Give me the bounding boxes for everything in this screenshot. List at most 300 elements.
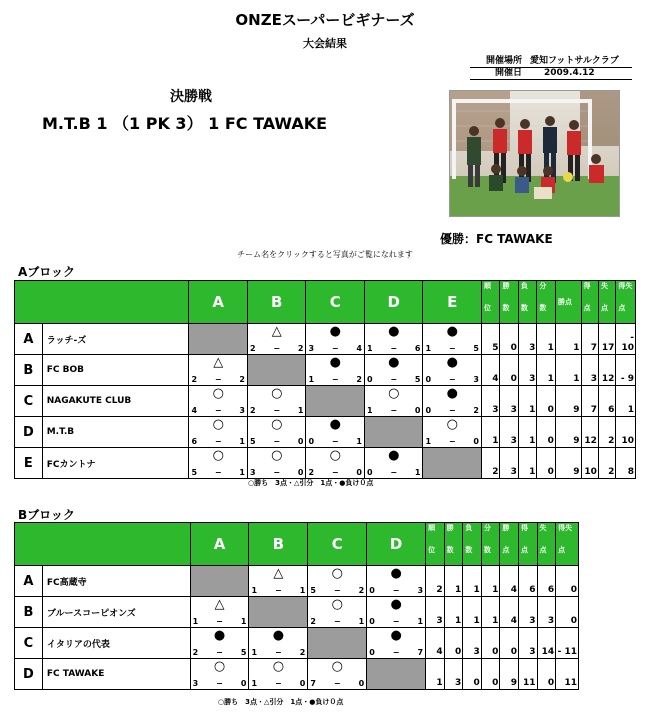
team-photo (449, 90, 620, 217)
result-symbol: ● (329, 324, 341, 339)
page-title: ONZEスーパービギナーズ (235, 11, 415, 29)
match-result-cell (367, 628, 426, 659)
block-b-table (14, 522, 579, 690)
stat-value: 12 (598, 355, 615, 386)
stat-value: 2 (598, 417, 615, 448)
date-value: 2009.4.12 (544, 68, 595, 78)
score-dash: − (275, 679, 282, 688)
result-symbol: ● (272, 628, 285, 643)
score-against: 1 (297, 406, 304, 415)
score-dash: − (390, 406, 398, 415)
venue-label: 開催場所 (485, 56, 522, 66)
score-against: 0 (473, 437, 479, 446)
block-a-header-corner (15, 281, 189, 324)
match-result-cell (247, 324, 306, 355)
stat-value: 7 (581, 386, 598, 417)
stat-value: 0 (556, 566, 579, 597)
table-row (15, 355, 636, 386)
team-name-link[interactable]: FC高蔵寺 (42, 566, 190, 597)
team-name-link[interactable]: FC TAWAKE (42, 659, 190, 690)
score-dash: − (331, 344, 339, 353)
stat-value: 8 (616, 448, 636, 479)
self-match-cell (190, 566, 249, 597)
stat-value: 1 (481, 566, 500, 597)
table-row (15, 324, 636, 355)
score-against: 4 (356, 344, 362, 353)
match-result-cell (306, 448, 365, 479)
result-symbol: ● (446, 355, 458, 370)
match-result-cell (249, 628, 308, 659)
match-result-cell (308, 566, 367, 597)
score-against: 1 (239, 437, 245, 446)
block-b-body (15, 566, 579, 690)
result-symbol: ● (446, 386, 458, 401)
score-against: 5 (414, 375, 421, 384)
stat-value: 9 (555, 448, 581, 479)
legend-a: ○勝ち 3点・△引分 1点・●負け０点 (248, 479, 374, 487)
score-dash: − (216, 617, 223, 626)
score-against: 0 (297, 468, 304, 477)
row-label: A (15, 324, 43, 355)
score-dash: − (448, 406, 456, 415)
score-against: 1 (240, 617, 247, 626)
score-against: 0 (299, 679, 306, 688)
block-a-stat-header: 得 点 (581, 281, 598, 324)
match-result-cell (190, 597, 249, 628)
stat-value: 2 (598, 448, 615, 479)
score-for: 1 (251, 679, 258, 688)
self-match-cell (189, 324, 248, 355)
score-for: 1 (366, 406, 373, 415)
team-name-link[interactable]: NAGAKUTE CLUB (42, 386, 189, 417)
venue-info (470, 56, 632, 80)
match-result-cell (190, 659, 249, 690)
team-name-link[interactable]: FCカントナ (42, 448, 189, 479)
match-result-cell (189, 417, 248, 448)
score-for: 0 (366, 468, 373, 477)
stat-value: 7 (581, 324, 598, 355)
stat-value: 1 (518, 448, 536, 479)
score-for: 3 (192, 679, 199, 688)
score-against: 1 (358, 617, 365, 626)
result-symbol: ○ (272, 659, 285, 674)
result-symbol: ○ (212, 448, 224, 463)
row-label: B (15, 597, 43, 628)
stat-value: 1 (555, 355, 581, 386)
match-result-cell (364, 355, 423, 386)
final-label: 決勝戦 (170, 89, 212, 105)
stat-value: 4 (481, 355, 499, 386)
result-symbol: ○ (331, 566, 343, 581)
block-b-stat-header: 得失 点 (556, 523, 579, 566)
result-symbol: ○ (271, 386, 283, 401)
score-dash: − (273, 406, 281, 415)
result-symbol: ● (388, 355, 400, 370)
stat-value: 10 (616, 417, 636, 448)
score-for: 3 (249, 468, 256, 477)
score-against: 2 (358, 586, 365, 595)
match-result-cell (247, 417, 306, 448)
stat-value: 1 (444, 597, 463, 628)
score-for: 5 (249, 437, 256, 446)
stat-value: 3 (500, 417, 518, 448)
stat-value: 2 (426, 566, 445, 597)
row-label: B (15, 355, 43, 386)
result-symbol: △ (213, 355, 224, 370)
row-label: C (15, 386, 43, 417)
result-symbol: △ (271, 324, 282, 339)
score-for: 0 (308, 437, 315, 446)
stat-value: 1 (481, 597, 500, 628)
stat-value: 17 (598, 324, 615, 355)
block-b-header-corner (15, 523, 191, 566)
stat-value: 3 (500, 448, 518, 479)
table-row (15, 628, 579, 659)
stat-value: 6 (537, 566, 556, 597)
table-row (15, 597, 579, 628)
self-match-cell (247, 355, 306, 386)
score-dash: − (331, 437, 339, 446)
score-for: 0 (366, 375, 373, 384)
block-b-col-a: A (190, 523, 249, 566)
stat-value: 12 (581, 417, 598, 448)
score-for: 3 (308, 344, 315, 353)
match-result-cell (247, 386, 306, 417)
block-b-stat-header: 順 位 (426, 523, 445, 566)
self-match-cell (367, 659, 426, 690)
score-against: 1 (299, 586, 306, 595)
table-row (15, 448, 636, 479)
stat-value: 2 (481, 448, 499, 479)
stat-value: 3 (518, 597, 537, 628)
match-result-cell (367, 566, 426, 597)
block-b-stat-header: 失 点 (537, 523, 556, 566)
block-b-label: Bブロック (18, 508, 75, 522)
block-a-col-b: B (247, 281, 306, 324)
block-a-stat-header: 得失 点 (616, 281, 636, 324)
stat-value: 1 (463, 566, 482, 597)
score-dash: − (331, 375, 339, 384)
winner-label: 優勝：FC TAWAKE (440, 232, 553, 246)
result-symbol: ● (388, 324, 400, 339)
self-match-cell (306, 386, 365, 417)
score-dash: − (214, 375, 222, 384)
score-against: 5 (240, 648, 247, 657)
match-result-cell (308, 659, 367, 690)
score-dash: − (390, 344, 398, 353)
row-label: C (15, 628, 43, 659)
score-for: 0 (425, 375, 432, 384)
team-name-link[interactable]: ラッチ-ズ (42, 324, 189, 355)
stat-value: 1 (616, 386, 636, 417)
stat-value: 3 (581, 355, 598, 386)
page-subtitle: 大会結果 (303, 37, 347, 50)
match-result-cell (189, 386, 248, 417)
score-for: 6 (191, 437, 198, 446)
team-name-link[interactable]: ブルースコーピオンズ (42, 597, 190, 628)
score-for: 4 (191, 406, 198, 415)
score-against: 2 (356, 375, 362, 384)
stat-value: 1 (518, 386, 536, 417)
score-for: 1 (251, 586, 258, 595)
score-for: 2 (308, 468, 315, 477)
match-result-cell (364, 324, 423, 355)
table-row (15, 566, 579, 597)
stat-value: 3 (518, 355, 536, 386)
score-against: 1 (414, 468, 421, 477)
block-b-stat-header: 勝 数 (444, 523, 463, 566)
score-for: 1 (251, 648, 258, 657)
stat-value: 3 (481, 386, 499, 417)
block-a-body (15, 324, 636, 479)
score-against: 2 (473, 406, 479, 415)
result-symbol: ○ (271, 417, 283, 432)
result-symbol: ● (329, 355, 341, 370)
stat-value: 3 (426, 597, 445, 628)
stat-value: 0 (537, 417, 555, 448)
score-dash: − (333, 679, 341, 688)
stat-value: 1 (426, 659, 445, 690)
stat-value: 3 (518, 628, 537, 659)
self-match-cell (308, 628, 367, 659)
score-dash: − (275, 648, 282, 657)
stat-value: 3 (444, 659, 463, 690)
stat-value: 0 (444, 628, 463, 659)
score-for: 1 (308, 375, 315, 384)
result-symbol: ○ (212, 386, 224, 401)
stat-value: 6 (518, 566, 537, 597)
score-against: 3 (417, 586, 424, 595)
block-b-stat-header: 負 数 (463, 523, 482, 566)
match-result-cell (247, 448, 306, 479)
stat-value: 1 (537, 324, 555, 355)
match-result-cell (364, 386, 423, 417)
row-label: A (15, 566, 43, 597)
stat-value: 1 (481, 417, 499, 448)
score-against: 1 (417, 617, 424, 626)
legend-b: ○勝ち 3点・△引分 1点・●負け０点 (218, 698, 344, 706)
stat-value: 0 (537, 659, 556, 690)
score-for: 1 (425, 437, 432, 446)
stat-value: 4 (426, 628, 445, 659)
score-against: 1 (239, 468, 245, 477)
score-for: 2 (310, 617, 316, 626)
score-dash: − (214, 437, 222, 446)
result-symbol: ○ (388, 386, 400, 401)
stat-value: 1 (518, 417, 536, 448)
score-for: 5 (191, 468, 198, 477)
result-symbol: ○ (446, 417, 458, 432)
score-dash: − (448, 437, 456, 446)
table-row (15, 386, 636, 417)
score-dash: − (448, 344, 456, 353)
match-result-cell (249, 566, 308, 597)
score-dash: − (273, 344, 281, 353)
block-b-stat-header: 勝 点 (500, 523, 519, 566)
score-against: 3 (239, 406, 245, 415)
score-against: 2 (297, 344, 304, 353)
score-for: 5 (310, 586, 316, 595)
result-symbol: ○ (331, 659, 343, 674)
result-symbol: △ (214, 597, 225, 612)
score-for: 0 (369, 586, 375, 595)
score-dash: − (273, 437, 281, 446)
score-for: 2 (192, 648, 199, 657)
block-a-stat-header: 順 位 (481, 281, 499, 324)
block-a-stat-header: 勝 数 (500, 281, 518, 324)
stat-value: 6 (598, 386, 615, 417)
stat-value: 14 (537, 628, 556, 659)
row-label: E (15, 448, 43, 479)
match-result-cell (189, 355, 248, 386)
score-for: 2 (191, 375, 198, 384)
date-label: 開催日 (494, 68, 522, 78)
score-dash: − (448, 375, 456, 384)
row-label: D (15, 659, 43, 690)
score-for: 1 (366, 344, 373, 353)
stat-value: 4 (500, 566, 519, 597)
match-result-cell (249, 659, 308, 690)
result-symbol: ○ (331, 597, 343, 612)
result-symbol: ● (446, 324, 458, 339)
stat-value: 0 (481, 659, 500, 690)
team-name-link[interactable]: FC BOB (42, 355, 189, 386)
score-dash: − (392, 617, 400, 626)
stat-value: 10 (581, 448, 598, 479)
match-result-cell (306, 324, 365, 355)
match-result-cell (423, 324, 482, 355)
score-dash: − (275, 586, 282, 595)
block-b-stat-header: 得 点 (518, 523, 537, 566)
score-dash: − (333, 586, 341, 595)
block-b-col-d: D (367, 523, 426, 566)
score-against: 0 (297, 437, 304, 446)
block-a-stat-header: 失 点 (598, 281, 615, 324)
match-result-cell (306, 417, 365, 448)
stat-value: 0 (481, 628, 500, 659)
result-symbol: ● (390, 566, 402, 581)
table-row (15, 417, 636, 448)
stat-value: 0 (537, 448, 555, 479)
result-symbol: ● (390, 628, 402, 643)
team-name-link[interactable]: イタリアの代表 (42, 628, 190, 659)
stat-value: 9 (500, 659, 519, 690)
score-dash: − (390, 375, 398, 384)
score-dash: − (214, 406, 222, 415)
block-a-col-e: E (423, 281, 482, 324)
block-b-stat-header: 分 数 (481, 523, 500, 566)
result-symbol: △ (273, 566, 284, 581)
score-against: 0 (240, 679, 247, 688)
result-symbol: ● (213, 628, 226, 643)
stat-value: 3 (463, 628, 482, 659)
stat-value: 5 (481, 324, 499, 355)
stat-value: 1 (444, 566, 463, 597)
stat-value: 0 (500, 324, 518, 355)
score-against: 1 (356, 437, 362, 446)
match-result-cell (306, 355, 365, 386)
stat-value: 0 (463, 659, 482, 690)
result-symbol: ○ (212, 417, 224, 432)
result-symbol: ● (329, 417, 341, 432)
match-result-cell (364, 448, 423, 479)
score-for: 1 (425, 344, 432, 353)
score-for: 2 (249, 344, 256, 353)
table-row (15, 659, 579, 690)
match-result-cell (190, 628, 249, 659)
stat-value: 0 (500, 355, 518, 386)
score-against: 0 (358, 679, 365, 688)
score-for: 0 (425, 406, 432, 415)
block-a-stat-header: 勝点 (555, 281, 581, 324)
stat-value: - 10 (616, 324, 636, 355)
score-against: 0 (414, 406, 421, 415)
score-for: 2 (249, 406, 256, 415)
row-label: D (15, 417, 43, 448)
stat-value: 9 (555, 386, 581, 417)
block-a-col-d: D (364, 281, 423, 324)
stat-value: 11 (518, 659, 537, 690)
score-for: 1 (192, 617, 199, 626)
block-a-stat-header: 負 数 (518, 281, 536, 324)
stat-value: 3 (537, 597, 556, 628)
block-a-col-c: C (306, 281, 365, 324)
stat-value: 1 (537, 355, 555, 386)
score-dash: − (216, 648, 223, 657)
stat-value: - 9 (616, 355, 636, 386)
click-note: チーム名をクリックすると写真がご覧になれます (237, 250, 413, 259)
block-b-col-b: B (249, 523, 308, 566)
stat-value: 1 (555, 324, 581, 355)
match-result-cell (423, 355, 482, 386)
stat-value: 0 (556, 597, 579, 628)
block-b-col-c: C (308, 523, 367, 566)
result-symbol: ○ (213, 659, 226, 674)
score-dash: − (331, 468, 339, 477)
score-dash: − (216, 679, 223, 688)
stat-value: 4 (500, 597, 519, 628)
score-dash: − (392, 586, 400, 595)
stat-value: 0 (537, 386, 555, 417)
score-against: 2 (299, 648, 306, 657)
score-against: 0 (356, 468, 362, 477)
self-match-cell (249, 597, 308, 628)
match-result-cell (423, 386, 482, 417)
score-against: 5 (473, 344, 479, 353)
self-match-cell (364, 417, 423, 448)
score-dash: − (390, 468, 398, 477)
block-a-table (14, 280, 636, 479)
stat-value: 1 (463, 597, 482, 628)
team-name-link[interactable]: M.T.B (42, 417, 189, 448)
final-score: M.T.B 1 （1 PK 3） 1 FC TAWAKE (42, 114, 328, 133)
stat-value: 11 (556, 659, 579, 690)
match-result-cell (308, 597, 367, 628)
block-a-col-a: A (189, 281, 248, 324)
score-against: 2 (239, 375, 245, 384)
match-result-cell (189, 448, 248, 479)
block-a-stat-header: 分 数 (537, 281, 555, 324)
result-symbol: ● (388, 448, 400, 463)
stat-value: - 11 (556, 628, 579, 659)
stat-value: 0 (500, 628, 519, 659)
match-result-cell (367, 597, 426, 628)
score-for: 7 (310, 679, 316, 688)
stat-value: 3 (500, 386, 518, 417)
stat-value: 3 (518, 324, 536, 355)
venue-value: 愛知フットサルクラブ (530, 56, 619, 66)
score-dash: − (392, 648, 400, 657)
